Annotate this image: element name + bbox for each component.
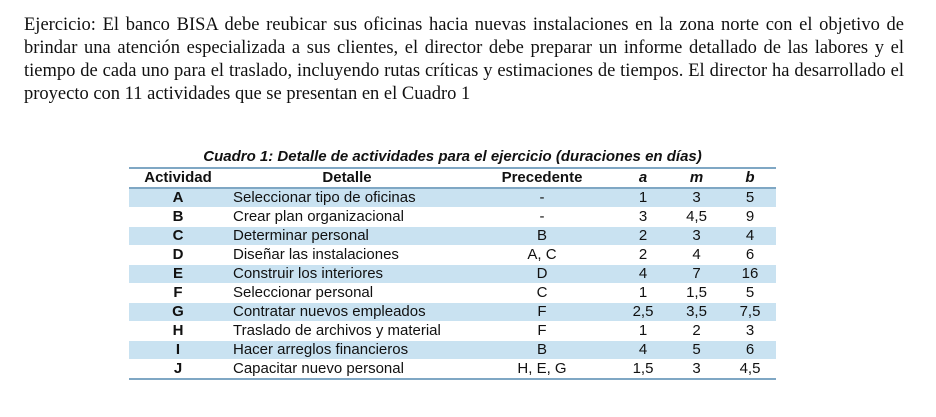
header-b: b xyxy=(724,168,776,188)
table-caption: Cuadro 1: Detalle de actividades para el ejercicio (duraciones en días) xyxy=(203,148,702,165)
header-m: m xyxy=(669,168,724,188)
cell-actividad: D xyxy=(129,246,227,265)
cell-m: 3 xyxy=(669,360,724,380)
cell-m: 1,5 xyxy=(669,284,724,303)
header-detalle: Detalle xyxy=(227,168,467,188)
cell-precedente: - xyxy=(467,188,617,208)
cell-m: 5 xyxy=(669,341,724,360)
header-row xyxy=(129,168,776,188)
table-header xyxy=(129,168,776,188)
cell-m: 3 xyxy=(669,227,724,246)
cell-detalle: Hacer arreglos financieros xyxy=(227,341,467,360)
cell-detalle: Crear plan organizacional xyxy=(227,208,467,227)
cell-precedente: B xyxy=(467,227,617,246)
cell-precedente: H, E, G xyxy=(467,360,617,380)
cell-m: 3,5 xyxy=(669,303,724,322)
cell-b: 3 xyxy=(724,322,776,341)
cell-actividad: H xyxy=(129,322,227,341)
cell-detalle: Seleccionar personal xyxy=(227,284,467,303)
cell-a: 2,5 xyxy=(617,303,669,322)
cell-b: 16 xyxy=(724,265,776,284)
cell-precedente: D xyxy=(467,265,617,284)
cell-detalle: Contratar nuevos empleados xyxy=(227,303,467,322)
cell-precedente: C xyxy=(467,284,617,303)
table-row xyxy=(129,208,776,227)
cell-a: 1 xyxy=(617,322,669,341)
cell-a: 2 xyxy=(617,246,669,265)
cell-precedente: B xyxy=(467,341,617,360)
cell-actividad: J xyxy=(129,360,227,380)
cell-b: 4 xyxy=(724,227,776,246)
cell-b: 9 xyxy=(724,208,776,227)
cell-b: 6 xyxy=(724,246,776,265)
cell-m: 3 xyxy=(669,188,724,208)
cell-m: 4 xyxy=(669,246,724,265)
cell-detalle: Diseñar las instalaciones xyxy=(227,246,467,265)
cell-actividad: A xyxy=(129,188,227,208)
cell-m: 2 xyxy=(669,322,724,341)
table-row xyxy=(129,246,776,265)
header-precedente: Precedente xyxy=(467,168,617,188)
cell-m: 4,5 xyxy=(669,208,724,227)
cell-b: 5 xyxy=(724,188,776,208)
table-body xyxy=(129,188,776,379)
cell-actividad: B xyxy=(129,208,227,227)
table-row xyxy=(129,303,776,322)
table-row xyxy=(129,322,776,341)
table-row xyxy=(129,360,776,380)
exercise-paragraph: Ejercicio: El banco BISA debe reubicar sus oficinas hacia nuevas instalaciones en la zona norte con el objetivo de brindar una atención especializada a sus clientes, el director debe preparar un informe detallado de las labores y el tiempo de cada uno para el traslado, incluyendo rutas críticas y estimaciones de tiempos. El director ha desarrollado el proyecto con 11 actividades que se presentan en el Cuadro 1 xyxy=(24,15,904,104)
table-row xyxy=(129,341,776,360)
cell-detalle: Seleccionar tipo de oficinas xyxy=(227,188,467,208)
cell-a: 4 xyxy=(617,341,669,360)
cell-actividad: F xyxy=(129,284,227,303)
table-row xyxy=(129,188,776,208)
cell-precedente: F xyxy=(467,303,617,322)
cell-a: 1 xyxy=(617,188,669,208)
cell-a: 1 xyxy=(617,284,669,303)
cell-a: 3 xyxy=(617,208,669,227)
cell-detalle: Capacitar nuevo personal xyxy=(227,360,467,380)
cell-precedente: - xyxy=(467,208,617,227)
cell-precedente: A, C xyxy=(467,246,617,265)
cell-detalle: Traslado de archivos y material xyxy=(227,322,467,341)
table-row xyxy=(129,284,776,303)
table-row xyxy=(129,265,776,284)
cell-actividad: I xyxy=(129,341,227,360)
cell-precedente: F xyxy=(467,322,617,341)
cell-b: 7,5 xyxy=(724,303,776,322)
cell-b: 6 xyxy=(724,341,776,360)
cell-detalle: Determinar personal xyxy=(227,227,467,246)
cell-actividad: E xyxy=(129,265,227,284)
activities-table xyxy=(129,167,776,380)
header-a: a xyxy=(617,168,669,188)
activities-table-block xyxy=(129,147,776,380)
cell-a: 4 xyxy=(617,265,669,284)
cell-actividad: C xyxy=(129,227,227,246)
cell-actividad: G xyxy=(129,303,227,322)
table-row xyxy=(129,227,776,246)
header-actividad: Actividad xyxy=(129,168,227,188)
cell-a: 1,5 xyxy=(617,360,669,380)
cell-b: 4,5 xyxy=(724,360,776,380)
cell-b: 5 xyxy=(724,284,776,303)
cell-detalle: Construir los interiores xyxy=(227,265,467,284)
cell-m: 7 xyxy=(669,265,724,284)
cell-a: 2 xyxy=(617,227,669,246)
